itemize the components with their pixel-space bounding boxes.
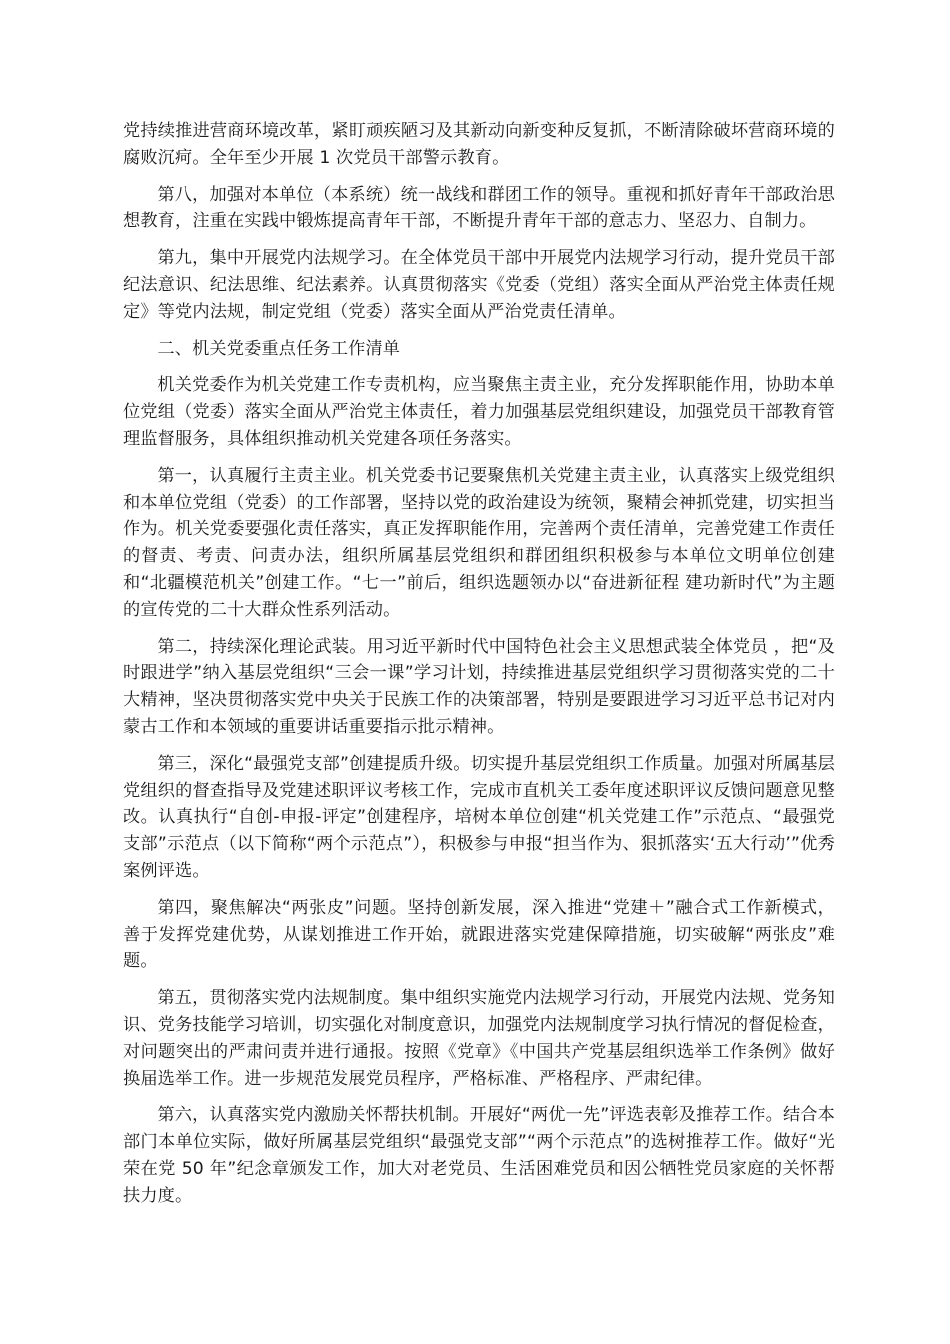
paragraph-task-6: 第六，认真落实党内激励关怀帮扶机制。开展好“两优一先”评选表彰及推荐工作。结合本部门本单位实际，做好所属基层党组织“最强党支部”“两个示范点”的选树推荐工作。做好“光荣在党 50 年”纪念章颁发工作，加大对老党员、生活困难党员和因公牺牲党员家庭的关怀帮扶力度。	[123, 1105, 835, 1206]
paragraph-task-1: 第一，认真履行主责主业。机关党委书记要聚焦机关党建主责主业，认真落实上级党组织和本单位党组（党委）的工作部署，坚持以党的政治建设为统领，聚精会神抓党建，切实担当作为。机关党委要强化责任落实，真正发挥职能作用，完善两个责任清单，完善党建工作责任的督责、考责、问责办法，组织所属基层党组织和群团组织积极参与本单位文明单位创建和“北疆模范机关”创建工作。“七一”前后，组织选题领办以“奋进新征程 建功新时代”为主题的宣传党的二十大群众性系列活动。	[123, 465, 835, 620]
paragraph-task-2: 第二，持续深化理论武装。用习近平新时代中国特色社会主义思想武装全体党员 ，把“及时跟进学”纳入基层党组织“三会一课”学习计划，持续推进基层党组织学习贯彻落实党的二十大精神，坚决贯彻落实党中央关于民族工作的决策部署，特别是要跟进学习习近平总书记对内蒙古工作和本领域的重要讲话重要指示批示精神。	[123, 636, 835, 737]
paragraph-item-8: 第八，加强对本单位（本系统）统一战线和群团工作的领导。重视和抓好青年干部政治思想教育，注重在实践中锻炼提高青年干部，不断提升青年干部的意志力、坚忍力、自制力。	[123, 184, 835, 232]
document-body	[123, 118, 835, 1219]
paragraph-intro: 机关党委作为机关党建工作专责机构，应当聚焦主责主业，充分发挥职能作用，协助本单位党组（党委）落实全面从严治党主体责任，着力加强基层党组织建设，加强党员干部教育管理监督服务，具体组织推动机关党建各项任务落实。	[123, 375, 835, 449]
paragraph-task-3: 第三，深化“最强党支部”创建提质升级。切实提升基层党组织工作质量。加强对所属基层党组织的督查指导及党建述职评议考核工作，完成市直机关工委年度述职评议反馈问题意见整改。认真执行“自创-申报-评定”创建程序，培树本单位创建“机关党建工作”示范点、“最强党支部”示范点（以下简称“两个示范点”），积极参与申报“担当作为、狠抓落实‘五大行动’”优秀案例评选。	[123, 753, 835, 881]
paragraph-item-9: 第九，集中开展党内法规学习。在全体党员干部中开展党内法规学习行动，提升党员干部纪法意识、纪法思维、纪法素养。认真贯彻落实《党委（党组）落实全面从严治党主体责任规定》等党内法规，制定党组（党委）落实全面从严治党责任清单。	[123, 248, 835, 322]
paragraph-continuation: 党持续推进营商环境改革，紧盯顽疾陋习及其新动向新变种反复抓，不断清除破坏营商环境的腐败沉疴。全年至少开展 1 次党员干部警示教育。	[123, 121, 835, 168]
paragraph-task-5: 第五，贯彻落实党内法规制度。集中组织实施党内法规学习行动，开展党内法规、党务知识、党务技能学习培训，切实强化对制度意识，加强党内法规制度学习执行情况的督促检查，对问题突出的严肃问责并进行通报。按照《党章》《中国共产党基层组织选举工作条例》做好换届选举工作。进一步规范发展党员程序，严格标准、严格程序、严肃纪律。	[123, 988, 835, 1089]
paragraph-task-4: 第四，聚焦解决“两张皮”问题。坚持创新发展，深入推进“党建＋”融合式工作新模式，善于发挥党建优势，从谋划推进工作开始，就跟进落实党建保障措施，切实破解“两张皮”难题。	[123, 897, 835, 972]
section-heading: 二、机关党委重点任务工作清单	[157, 338, 401, 359]
